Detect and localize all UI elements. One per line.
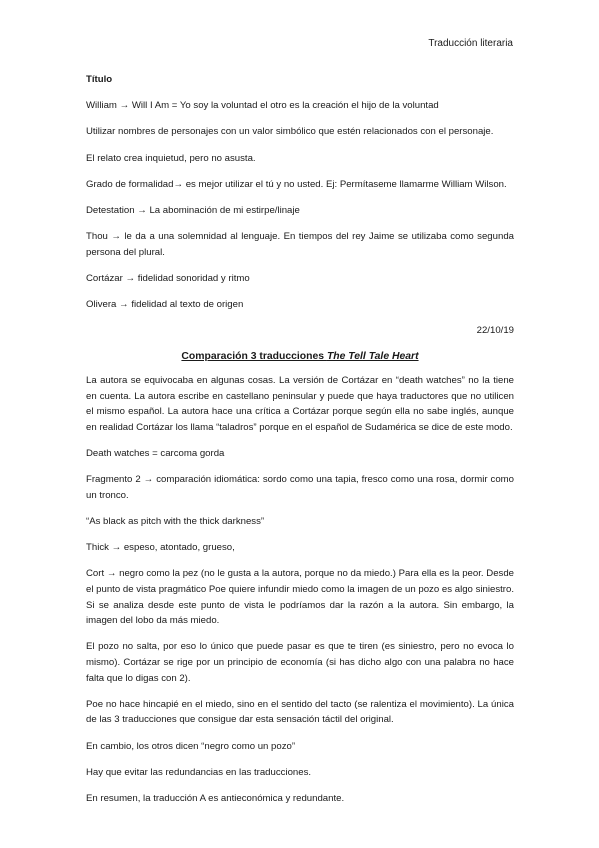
- document-body: [86, 72, 514, 817]
- paragraph: Thick → espeso, atontado, grueso,: [86, 542, 235, 554]
- note-item: Cortázar → fidelidad sonoridad y ritmo: [86, 272, 250, 284]
- section-title: Título: [86, 74, 113, 85]
- date: 22/10/19: [476, 325, 514, 337]
- note-item: William → Will I Am = Yo soy la voluntad el otro es la creación el hijo de la voluntad: [86, 100, 439, 112]
- paragraph: Poe no hace hincapié en el miedo, sino en el sentido del tacto (se ralentiza el movimiento). La única de las 3 traducciones que consigue dar esta sensación táctil del original.: [86, 698, 514, 726]
- note-item: Utilizar nombres de personajes con un valor simbólico que estén relacionados con el personaje.: [86, 126, 494, 138]
- paragraph: Fragmento 2 → comparación idiomática: sordo como una tapia, fresco como una rosa, dormir como un tronco.: [86, 474, 514, 501]
- note-item: Detestation → La abominación de mi estirpe/linaje: [86, 204, 300, 216]
- paragraph: Hay que evitar las redundancias en las traducciones.: [86, 766, 312, 778]
- paragraph: Death watches = carcoma gorda: [86, 448, 225, 460]
- paragraph: En resumen, la traducción A es antieconómica y redundante.: [86, 792, 345, 804]
- work-title: The Tell Tale Heart: [326, 351, 419, 363]
- heading-prefix: Comparación 3 traducciones: [181, 351, 327, 363]
- note-item: El relato crea inquietud, pero no asusta.: [86, 152, 256, 164]
- paragraph: En cambio, los otros dicen “negro como un pozo”: [86, 740, 296, 752]
- note-item: Grado de formalidad→ es mejor utilizar el tú y no usted. Ej: Permítaseme llamarme William Wilson.: [86, 178, 507, 190]
- paragraph: “As black as pitch with the thick darkness”: [86, 516, 265, 527]
- paragraph: Cort → negro como la pez (no le gusta a la autora, porque no da miedo.) Para ella es la peor. Desde el punto de vista pragmático Poe quiere infundir miedo como la imagen de un pozo es algo siniestro. Si se analiza desde este punto de vista le podríamos dar la razón a la autora. Sin embargo, la imagen del lobo da más miedo.: [86, 568, 514, 627]
- note-item: Thou → le da a una solemnidad al lenguaje. En tiempos del rey Jaime se utilizaba como segunda persona del plural.: [86, 231, 514, 258]
- running-header: Traducción literaria: [428, 38, 513, 49]
- paragraph: El pozo no salta, por eso lo único que puede pasar es que te tiren (es siniestro, pero no evoca lo mismo). Cortázar se rige por un principio de economía (si has dicho algo con una palabra no hace falta que lo digas con 2).: [86, 641, 514, 684]
- paragraph: La autora se equivocaba en algunas cosas. La versión de Cortázar en “death watches” no la tiene en cuenta. La autora escribe en castellano peninsular y puede que haya traductores que no utilicen el mismo español. La autora hace una crítica a Cortázar porque según ella no sabe inglés, aunque en realidad Cortázar los llama “taladros” porque en el español de Sudamérica se dice de este modo.: [86, 375, 514, 433]
- comparison-heading: [86, 349, 514, 365]
- note-item: Olivera → fidelidad al texto de origen: [86, 299, 244, 311]
